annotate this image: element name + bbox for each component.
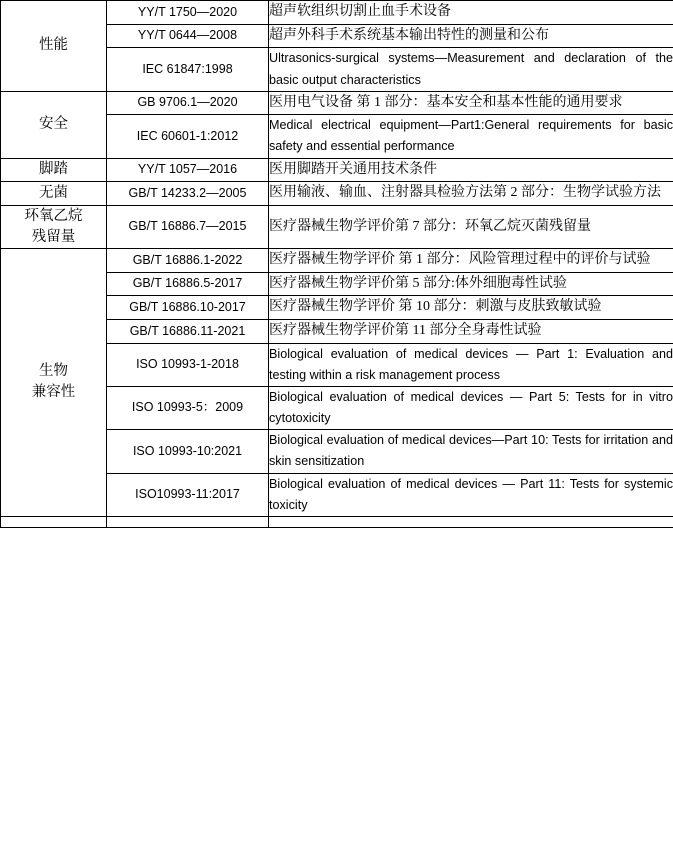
standard-title-cell-partial: [269, 516, 673, 527]
standard-code-cell: GB/T 16886.10-2017: [107, 296, 269, 320]
standard-code-cell: IEC 60601-1:2012: [107, 115, 269, 158]
table-row: [1, 1, 673, 25]
standard-title-cell: Biological evaluation of medical devices—Part 10: Tests for irritation and skin sensitization: [269, 430, 673, 473]
standard-title-cell: Ultrasonics-surgical systems—Measurement and declaration of the basic output characteristics: [269, 48, 673, 91]
category-cell-safety: [1, 91, 107, 158]
standards-table-body: [1, 1, 673, 528]
standard-code-cell: ISO 10993-1-2018: [107, 343, 269, 386]
standard-code-cell: GB/T 16886.1-2022: [107, 249, 269, 273]
standard-title-cell: 超声软组织切割止血手术设备: [269, 1, 673, 25]
category-label: 脚踏: [39, 161, 68, 178]
category-cell-performance: [1, 1, 107, 92]
category-cell-footswitch: [1, 158, 107, 182]
category-label: 安全: [39, 116, 68, 133]
standard-title-cell: 医疗器械生物学评价第 11 部分全身毒性试验: [269, 320, 673, 344]
standard-title-cell: 医疗器械生物学评价第 7 部分：环氧乙烷灭菌残留量: [269, 205, 673, 248]
standard-title-cell: 医用输液、输血、注射器具检验方法第 2 部分：生物学试验方法: [269, 182, 673, 206]
category-cell-sterility: [1, 182, 107, 206]
standard-code-cell-partial: [107, 516, 269, 527]
category-cell-biocompatibility: [1, 249, 107, 517]
standard-code-cell: ISO10993-11:2017: [107, 473, 269, 516]
table-row: [1, 158, 673, 182]
standard-title-cell: 医疗器械生物学评价 第 10 部分：刺激与皮肤致敏试验: [269, 296, 673, 320]
standard-code-cell: ISO 10993-5：2009: [107, 387, 269, 430]
standard-title-cell: Medical electrical equipment—Part1:General requirements for basic safety and essential performance: [269, 115, 673, 158]
standard-code-cell: GB/T 16886.5-2017: [107, 272, 269, 296]
table-row-partial: [1, 516, 673, 527]
standard-title-cell: Biological evaluation of medical devices — Part 1: Evaluation and testing within a risk management process: [269, 343, 673, 386]
standard-title-cell: 医疗器械生物学评价 第 1 部分：风险管理过程中的评价与试验: [269, 249, 673, 273]
standard-code-cell: ISO 10993-10:2021: [107, 430, 269, 473]
table-row: [1, 205, 673, 248]
table-row: [1, 91, 673, 115]
category-label: 无菌: [39, 185, 68, 202]
table-row: [1, 249, 673, 273]
standard-code-cell: GB 9706.1—2020: [107, 91, 269, 115]
standard-title-cell: 医用电气设备 第 1 部分：基本安全和基本性能的通用要求: [269, 91, 673, 115]
standard-code-cell: GB/T 14233.2—2005: [107, 182, 269, 206]
category-cell-partial: [1, 516, 107, 527]
standard-title-cell: Biological evaluation of medical devices — Part 5: Tests for in vitro cytotoxicity: [269, 387, 673, 430]
category-label-line-1: 环氧乙烷: [24, 207, 83, 224]
category-label-line-1: 生物: [39, 363, 68, 380]
standard-code-cell: YY/T 1057—2016: [107, 158, 269, 182]
standard-code-cell: YY/T 1750—2020: [107, 1, 269, 25]
category-label: 性能: [39, 37, 68, 54]
category-label-line-2: 残留量: [31, 229, 76, 245]
standard-code-cell: GB/T 16886.11-2021: [107, 320, 269, 344]
standard-code-cell: YY/T 0644—2008: [107, 24, 269, 48]
standard-title-cell: 医疗器械生物学评价第 5 部分:体外细胞毒性试验: [269, 272, 673, 296]
table-row: [1, 182, 673, 206]
standard-code-cell: GB/T 16886.7—2015: [107, 205, 269, 248]
standard-title-cell: 超声外科手术系统基本输出特性的测量和公布: [269, 24, 673, 48]
standard-title-cell: Biological evaluation of medical devices — Part 11: Tests for systemic toxicity: [269, 473, 673, 516]
category-cell-eo-residue: [1, 205, 107, 248]
standard-title-cell: 医用脚踏开关通用技术条件: [269, 158, 673, 182]
standard-code-cell: IEC 61847:1998: [107, 48, 269, 91]
category-label-line-2: 兼容性: [31, 384, 76, 401]
